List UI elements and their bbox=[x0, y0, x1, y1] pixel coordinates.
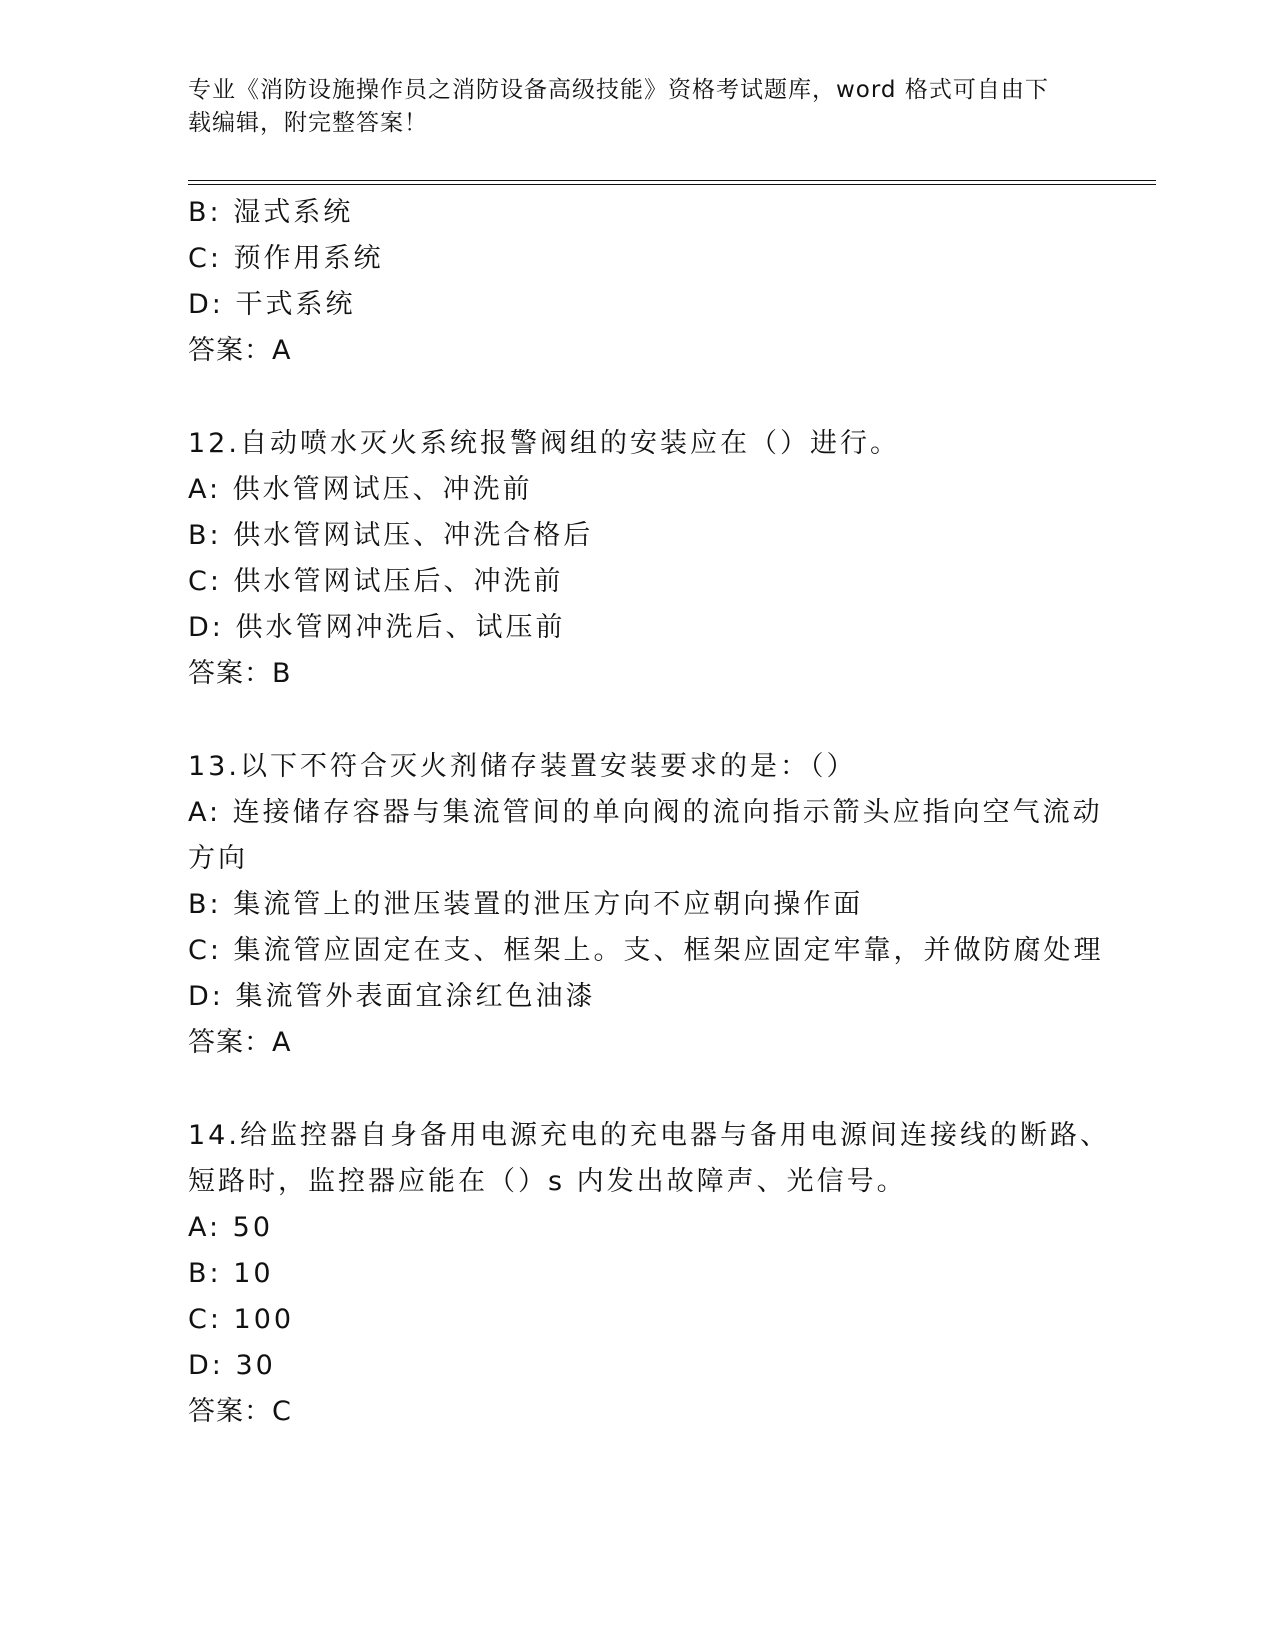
option-b: B: 湿式系统 bbox=[188, 197, 354, 228]
option-d: D: 30 bbox=[188, 1350, 276, 1381]
option-c: C: 供水管网试压后、冲洗前 bbox=[188, 566, 564, 597]
header-line-2: 载编辑，附完整答案！ bbox=[188, 110, 428, 136]
question-13 bbox=[188, 744, 1104, 1066]
option-d: D: 集流管外表面宜涂红色油漆 bbox=[188, 981, 596, 1012]
document-header bbox=[188, 74, 1088, 140]
option-b: B: 供水管网试压、冲洗合格后 bbox=[188, 520, 594, 551]
option-a-continued: 方向 bbox=[188, 843, 248, 874]
question-text: 13.以下不符合灭火剂储存装置安装要求的是：（） bbox=[188, 751, 857, 782]
option-b: B: 10 bbox=[188, 1258, 274, 1289]
spacer bbox=[188, 697, 1088, 744]
option-a: A: 连接储存容器与集流管间的单向阀的流向指示箭头应指向空气流动 bbox=[188, 797, 1103, 828]
answer: 答案：C bbox=[188, 1396, 292, 1427]
option-c: C: 集流管应固定在支、框架上。支、框架应固定牢靠，并做防腐处理 bbox=[188, 935, 1104, 966]
spacer bbox=[188, 374, 1088, 421]
question-14 bbox=[188, 1113, 1110, 1435]
spacer bbox=[188, 1066, 1088, 1113]
question-11 bbox=[188, 190, 1088, 374]
question-text: 12.自动喷水灭火系统报警阀组的安装应在（）进行。 bbox=[188, 428, 900, 459]
question-text: 14.给监控器自身备用电源充电的充电器与备用电源间连接线的断路、 bbox=[188, 1120, 1110, 1151]
answer: 答案：A bbox=[188, 1027, 292, 1058]
option-d: D: 干式系统 bbox=[188, 289, 356, 320]
header-divider bbox=[188, 180, 1156, 185]
question-text-continued: 短路时，监控器应能在（）s 内发出故障声、光信号。 bbox=[188, 1166, 907, 1197]
answer: 答案：B bbox=[188, 658, 292, 689]
option-c: C: 预作用系统 bbox=[188, 243, 384, 274]
option-c: C: 100 bbox=[188, 1304, 295, 1335]
option-b: B: 集流管上的泄压装置的泄压方向不应朝向操作面 bbox=[188, 889, 864, 920]
question-12 bbox=[188, 421, 1088, 697]
question-content bbox=[188, 190, 1110, 1435]
option-a: A: 供水管网试压、冲洗前 bbox=[188, 474, 533, 505]
option-d: D: 供水管网冲洗后、试压前 bbox=[188, 612, 566, 643]
option-a: A: 50 bbox=[188, 1212, 274, 1243]
answer: 答案：A bbox=[188, 335, 292, 366]
header-line-1: 专业《消防设施操作员之消防设备高级技能》资格考试题库，word 格式可自由下 bbox=[188, 77, 1049, 103]
